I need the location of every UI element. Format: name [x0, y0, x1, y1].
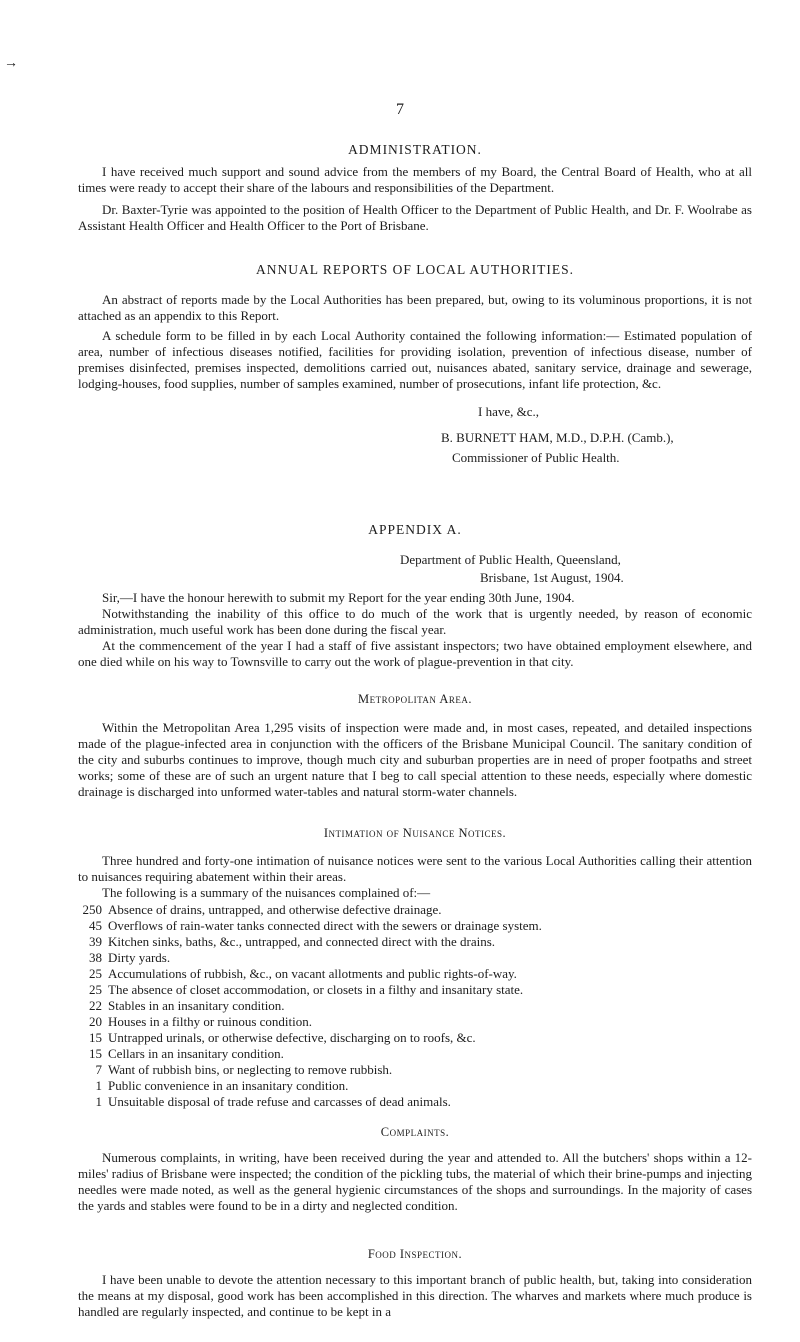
nuisance-count: 1 [95, 1078, 102, 1093]
nuisance-list-item [78, 1078, 752, 1094]
signature-title: Commissioner of Public Health. [452, 450, 620, 465]
nuisance-list-item [78, 966, 752, 982]
nuisance-list-item [78, 1062, 752, 1078]
appendix-paragraph-2: Notwithstanding the inability of this office to do much of the work that is urgently needed, by reason of economic administration, much useful work has been done during the fiscal year. [78, 606, 752, 637]
nuisance-paragraph-2: The following is a summary of the nuisances complained of:— [102, 885, 431, 900]
nuisance-list-item [78, 950, 752, 966]
annual-reports-heading: ANNUAL REPORTS OF LOCAL AUTHORITIES. [255, 262, 575, 277]
nuisance-description: Untrapped urinals, or otherwise defective, discharging on to roofs, &c. [108, 1030, 476, 1045]
nuisance-description: Public convenience in an insanitary condition. [108, 1078, 349, 1093]
administration-paragraph-2: Dr. Baxter-Tyrie was appointed to the position of Health Officer to the Department of Public Health, and Dr. F. Woolrabe as Assistant Health Officer and Health Officer to the Port of Brisbane. [78, 202, 752, 233]
appendix-paragraph-3: At the commencement of the year I had a staff of five assistant inspectors; two have obtained employment elsewhere, and one died while on his way to Townsville to carry out the work of plague-prevention in that city. [78, 638, 752, 669]
nuisance-count: 250 [82, 902, 102, 917]
nuisance-count: 1 [95, 1094, 102, 1109]
administration-paragraph-1: I have received much support and sound advice from the members of my Board, the Central Board of Health, who at all times were ready to accept their share of the labours and responsibilities of the Department. [78, 164, 752, 195]
nuisance-heading: Intimation of Nuisance Notices. [323, 826, 507, 840]
administration-heading: ADMINISTRATION. [348, 142, 482, 157]
nuisance-count: 7 [95, 1062, 102, 1077]
margin-arrow-mark: → [4, 56, 18, 71]
nuisance-description: Dirty yards. [108, 950, 171, 965]
nuisance-description: Absence of drains, untrapped, and otherwise defective drainage. [108, 902, 442, 917]
appendix-heading: APPENDIX A. [368, 522, 462, 537]
nuisance-list-item [78, 982, 752, 998]
signature-name: B. BURNETT HAM, M.D., D.P.H. (Camb.), [441, 430, 674, 445]
nuisance-count: 25 [89, 966, 102, 981]
nuisance-list-item [78, 1014, 752, 1030]
complaints-heading: Complaints. [380, 1125, 450, 1139]
nuisance-list-item [78, 1030, 752, 1046]
nuisance-description: Unsuitable disposal of trade refuse and carcasses of dead animals. [108, 1094, 451, 1109]
nuisance-list-item [78, 918, 752, 934]
signature-closing: I have, &c., [478, 404, 540, 419]
appendix-paragraph-1: Sir,—I have the honour herewith to submit my Report for the year ending 30th June, 1904. [102, 590, 575, 605]
nuisance-description: The absence of closet accommodation, or closets in a filthy and insanitary state. [108, 982, 524, 997]
nuisance-count: 22 [89, 998, 102, 1013]
nuisance-count: 38 [89, 950, 102, 965]
nuisance-description: Cellars in an insanitary condition. [108, 1046, 284, 1061]
nuisance-list-item [78, 902, 752, 918]
nuisance-description: Houses in a filthy or ruinous condition. [108, 1014, 313, 1029]
nuisance-count: 15 [89, 1046, 102, 1061]
metropolitan-paragraph: Within the Metropolitan Area 1,295 visits of inspection were made and, in most cases, repeated, and detailed inspections made of the plague-infected area in conjunction with the officers of the Brisbane Municipal Council. The sanitary condition of the city and suburbs continues to improve, though much city and suburban properties are in need of proper footpaths and street works; some of these are of such an urgent nature that I beg to call special attention to these needs, especially where domestic drainage is discharged into unformed water-tables and natural storm-water channels. [78, 720, 752, 799]
nuisance-count: 15 [89, 1030, 102, 1045]
nuisance-description: Stables in an insanitary condition. [108, 998, 285, 1013]
nuisance-description: Overflows of rain-water tanks connected direct with the sewers or drainage system. [108, 918, 542, 933]
food-paragraph: I have been unable to devote the attention necessary to this important branch of public health, but, taking into consideration the means at my disposal, good work has been accomplished in this direction. The wharves and markets where much produce is handled are regularly inspected, and continue to be kept in a [78, 1272, 752, 1319]
nuisance-count: 39 [89, 934, 102, 949]
appendix-address-line-2: Brisbane, 1st August, 1904. [480, 570, 624, 585]
metropolitan-heading: Metropolitan Area. [358, 692, 472, 706]
nuisance-list-item [78, 998, 752, 1014]
nuisance-list-item [78, 1046, 752, 1062]
nuisance-count: 45 [89, 918, 102, 933]
nuisance-description: Want of rubbish bins, or neglecting to remove rubbish. [108, 1062, 393, 1077]
nuisance-list-item [78, 1094, 752, 1110]
complaints-paragraph: Numerous complaints, in writing, have been received during the year and attended to. All the butchers' shops within a 12-miles' radius of Brisbane were inspected; the condition of the pickling tubs, the material of which their brine-pumps and injecting needles were made noted, as well as the general hygienic circumstances of the shops and surroundings. In the majority of cases the yards and stables were found to be in a dirty and neglected condition. [78, 1150, 752, 1213]
page-number: 7 [396, 101, 404, 118]
nuisance-count: 25 [89, 982, 102, 997]
nuisance-count: 20 [89, 1014, 102, 1029]
annual-reports-paragraph-2: A schedule form to be filled in by each Local Authority contained the following information:— Estimated population of area, number of infectious diseases notified, facilities for providing isolation, prevention of infectious disease, number of premises disinfected, premises inspected, demolitions carried out, nuisances abated, sanitary service, drainage and sewerage, lodging-houses, food supplies, number of samples examined, number of prosecutions, infant life protection, &c. [78, 328, 752, 391]
nuisance-list [78, 902, 752, 1110]
appendix-address-line-1: Department of Public Health, Queensland, [400, 552, 621, 567]
nuisance-paragraph-1: Three hundred and forty-one intimation of nuisance notices were sent to the various Local Authorities calling their attention to nuisances requiring abatement within their areas. [78, 853, 752, 884]
nuisance-description: Accumulations of rubbish, &c., on vacant allotments and public rights-of-way. [108, 966, 517, 981]
food-heading: Food Inspection. [367, 1247, 463, 1261]
annual-reports-paragraph-1: An abstract of reports made by the Local Authorities has been prepared, but, owing to its voluminous proportions, it is not attached as an appendix to this Report. [78, 292, 752, 323]
nuisance-description: Kitchen sinks, baths, &c., untrapped, and connected direct with the drains. [108, 934, 496, 949]
nuisance-list-item [78, 934, 752, 950]
